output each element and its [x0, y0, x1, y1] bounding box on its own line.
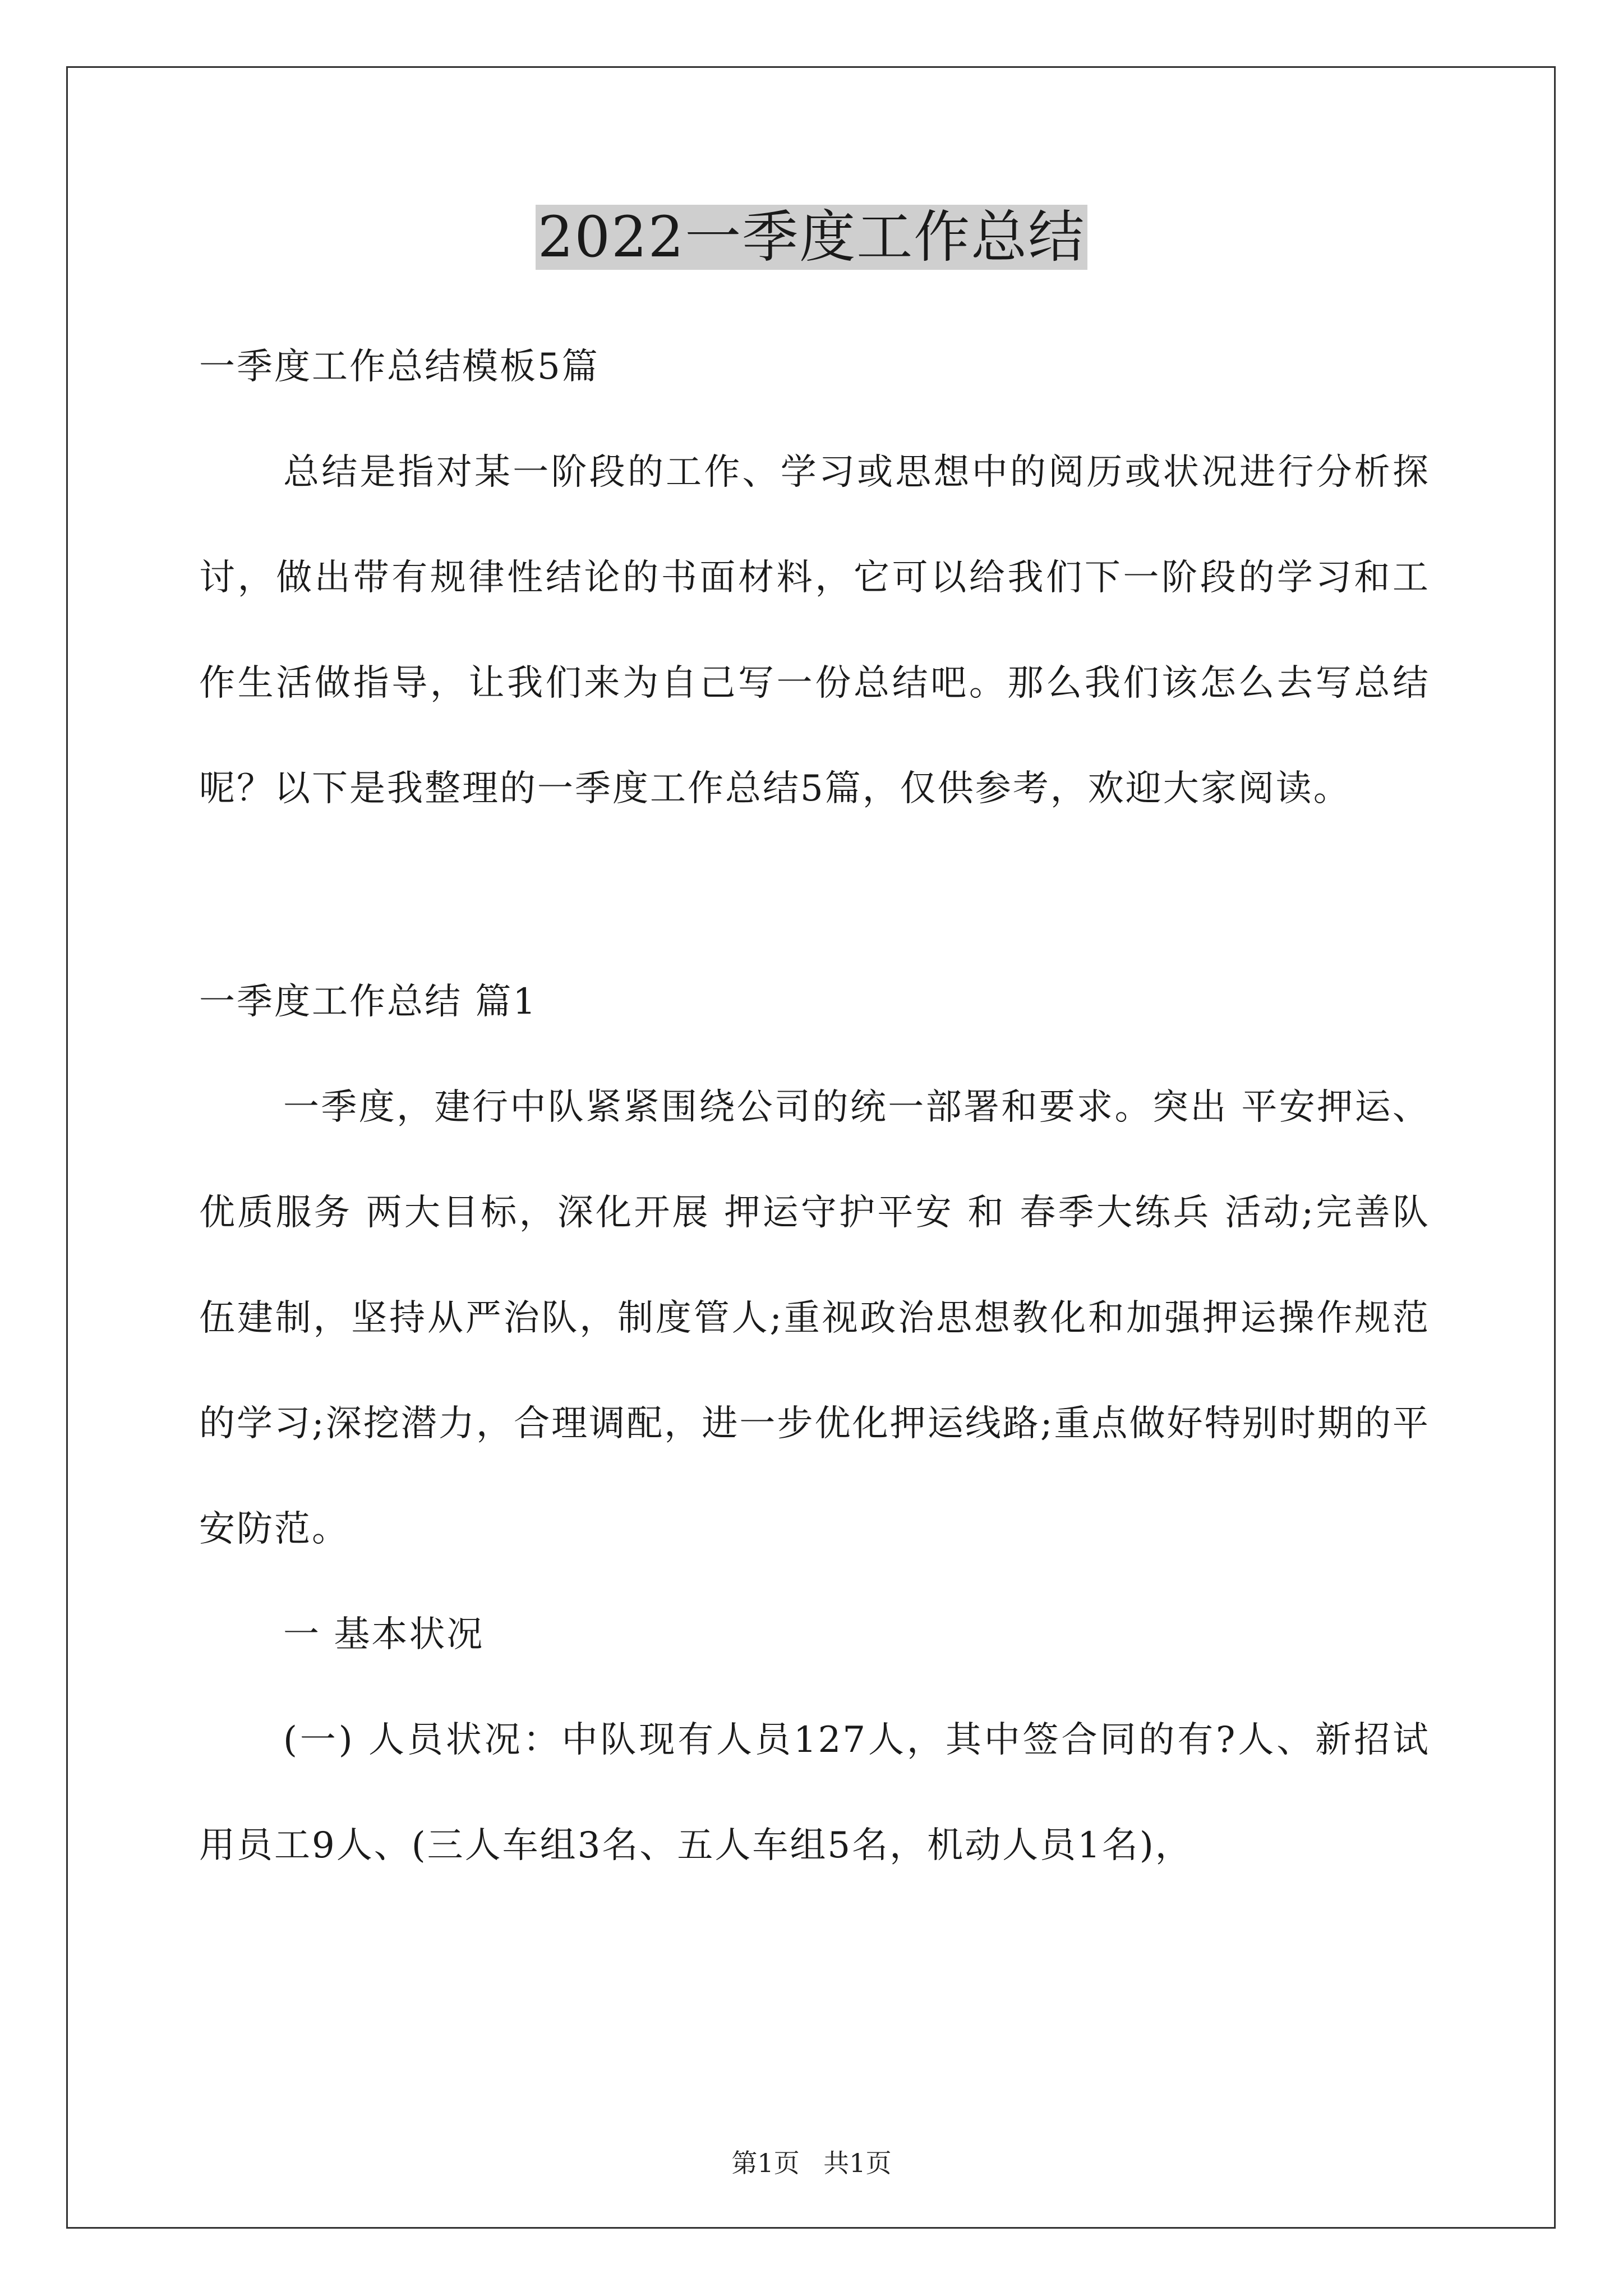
section-paragraph: 一季度，建行中队紧紧围绕公司的统一部署和要求。突出 平安押运、优质服务 两大目标，深化开展 押运守护平安 和 春季大练兵 活动;完善队伍建制，坚持从严治队，制度管人;重视政治思想教化和加强押运操作规范的学习;深挖潜力，合理调配，进一步优化押运线路;重点做好特别时期的平安防范。 [199, 1087, 1430, 1550]
document-body [199, 314, 1430, 1898]
intro-paragraph: 总结是指对某一阶段的工作、学习或思想中的阅历或状况进行分析探讨，做出带有规律性结论的书面材料，它可以给我们下一阶段的学习和工作生活做指导，让我们来为自己写一份总结吧。那么我们该怎么去写总结呢？以下是我整理的一季度工作总结5篇，仅供参考，欢迎大家阅读。 [199, 452, 1430, 809]
document-subtitle: 一季度工作总结模板5篇 [199, 346, 600, 388]
document-title-text: 2022一季度工作总结 [536, 205, 1088, 270]
document-title [0, 205, 1623, 270]
section-heading: 一季度工作总结 篇1 [199, 981, 538, 1023]
personnel-paragraph: (一) 人员状况：中队现有人员127人，其中签合同的有?人、新招试用员工9人、(三人车组3名、五人车组5名，机动人员1名)， [199, 1719, 1430, 1866]
page-footer: 第1页 共1页 [731, 2148, 892, 2178]
subheading-basic-status: 一 基本状况 [283, 1614, 485, 1655]
